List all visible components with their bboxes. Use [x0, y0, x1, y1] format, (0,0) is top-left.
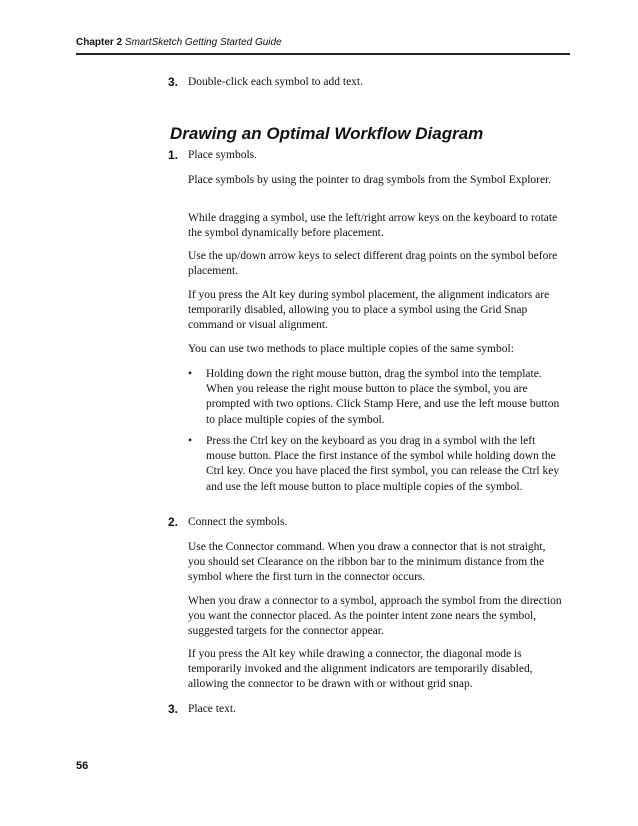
- step-text: Place symbols.: [188, 149, 257, 161]
- step-number: 3.: [168, 75, 179, 89]
- paragraph: Place symbols by using the pointer to drag symbols from the Symbol Explorer.: [188, 174, 552, 186]
- paragraph: Use the up/down arrow keys to select different drag points on the symbol before placement.: [188, 250, 558, 278]
- guide-title: SmartSketch Getting Started Guide: [124, 37, 282, 48]
- paragraph: If you press the Alt key during symbol placement, the alignment indicators are temporarily disabled, allowing you to place a symbol using the Grid Snap command or visual alignment.: [188, 289, 550, 332]
- step-number: 1.: [168, 148, 179, 162]
- chapter-label: Chapter 2: [76, 37, 123, 48]
- bullet-text: Press the Ctrl key on the keyboard as you drag in a symbol with the left mouse button. Place the first instance of the symbol while holding down the Ctrl key. Once you have placed the first symbol, you can release the Ctrl key and use the left mouse button to place multiple copies of the symbol.: [206, 435, 560, 493]
- paragraph: While dragging a symbol, use the left/right arrow keys on the keyboard to rotate the symbol dynamically before placement.: [188, 212, 558, 240]
- section-heading: Drawing an Optimal Workflow Diagram: [170, 124, 484, 143]
- bullet-text: Holding down the right mouse button, drag the symbol into the template. When you release the right mouse button to place the symbol, you are prompted with two options. Click Stamp Here, and use the left mouse button to place multiple copies of the symbol.: [206, 368, 560, 426]
- step-text: Double-click each symbol to add text.: [188, 76, 364, 88]
- paragraph: Use the Connector command. When you draw a connector that is not straight, you should set Clearance on the ribbon bar to the minimum distance from the symbol where the first turn in the connector occurs.: [188, 541, 546, 584]
- paragraph: When you draw a connector to a symbol, approach the symbol from the direction you want the connector placed. As the pointer intent zone nears the symbol, suggested targets for the connector appear.: [188, 595, 562, 638]
- step-number: 3.: [168, 702, 179, 716]
- running-header: [76, 37, 570, 48]
- bullet-dot: •: [188, 435, 193, 447]
- page-number: 56: [76, 760, 89, 772]
- step-text: Place text.: [188, 703, 236, 715]
- paragraph: You can use two methods to place multiple copies of the same symbol:: [188, 343, 514, 355]
- header-rule: [76, 53, 570, 55]
- step-text: Connect the symbols.: [188, 516, 288, 528]
- bullet-dot: •: [188, 368, 193, 380]
- paragraph: If you press the Alt key while drawing a connector, the diagonal mode is temporarily invoked and the alignment indicators are temporarily disabled, allowing the connector to be drawn with or without grid snap.: [188, 648, 533, 691]
- step-number: 2.: [168, 515, 179, 529]
